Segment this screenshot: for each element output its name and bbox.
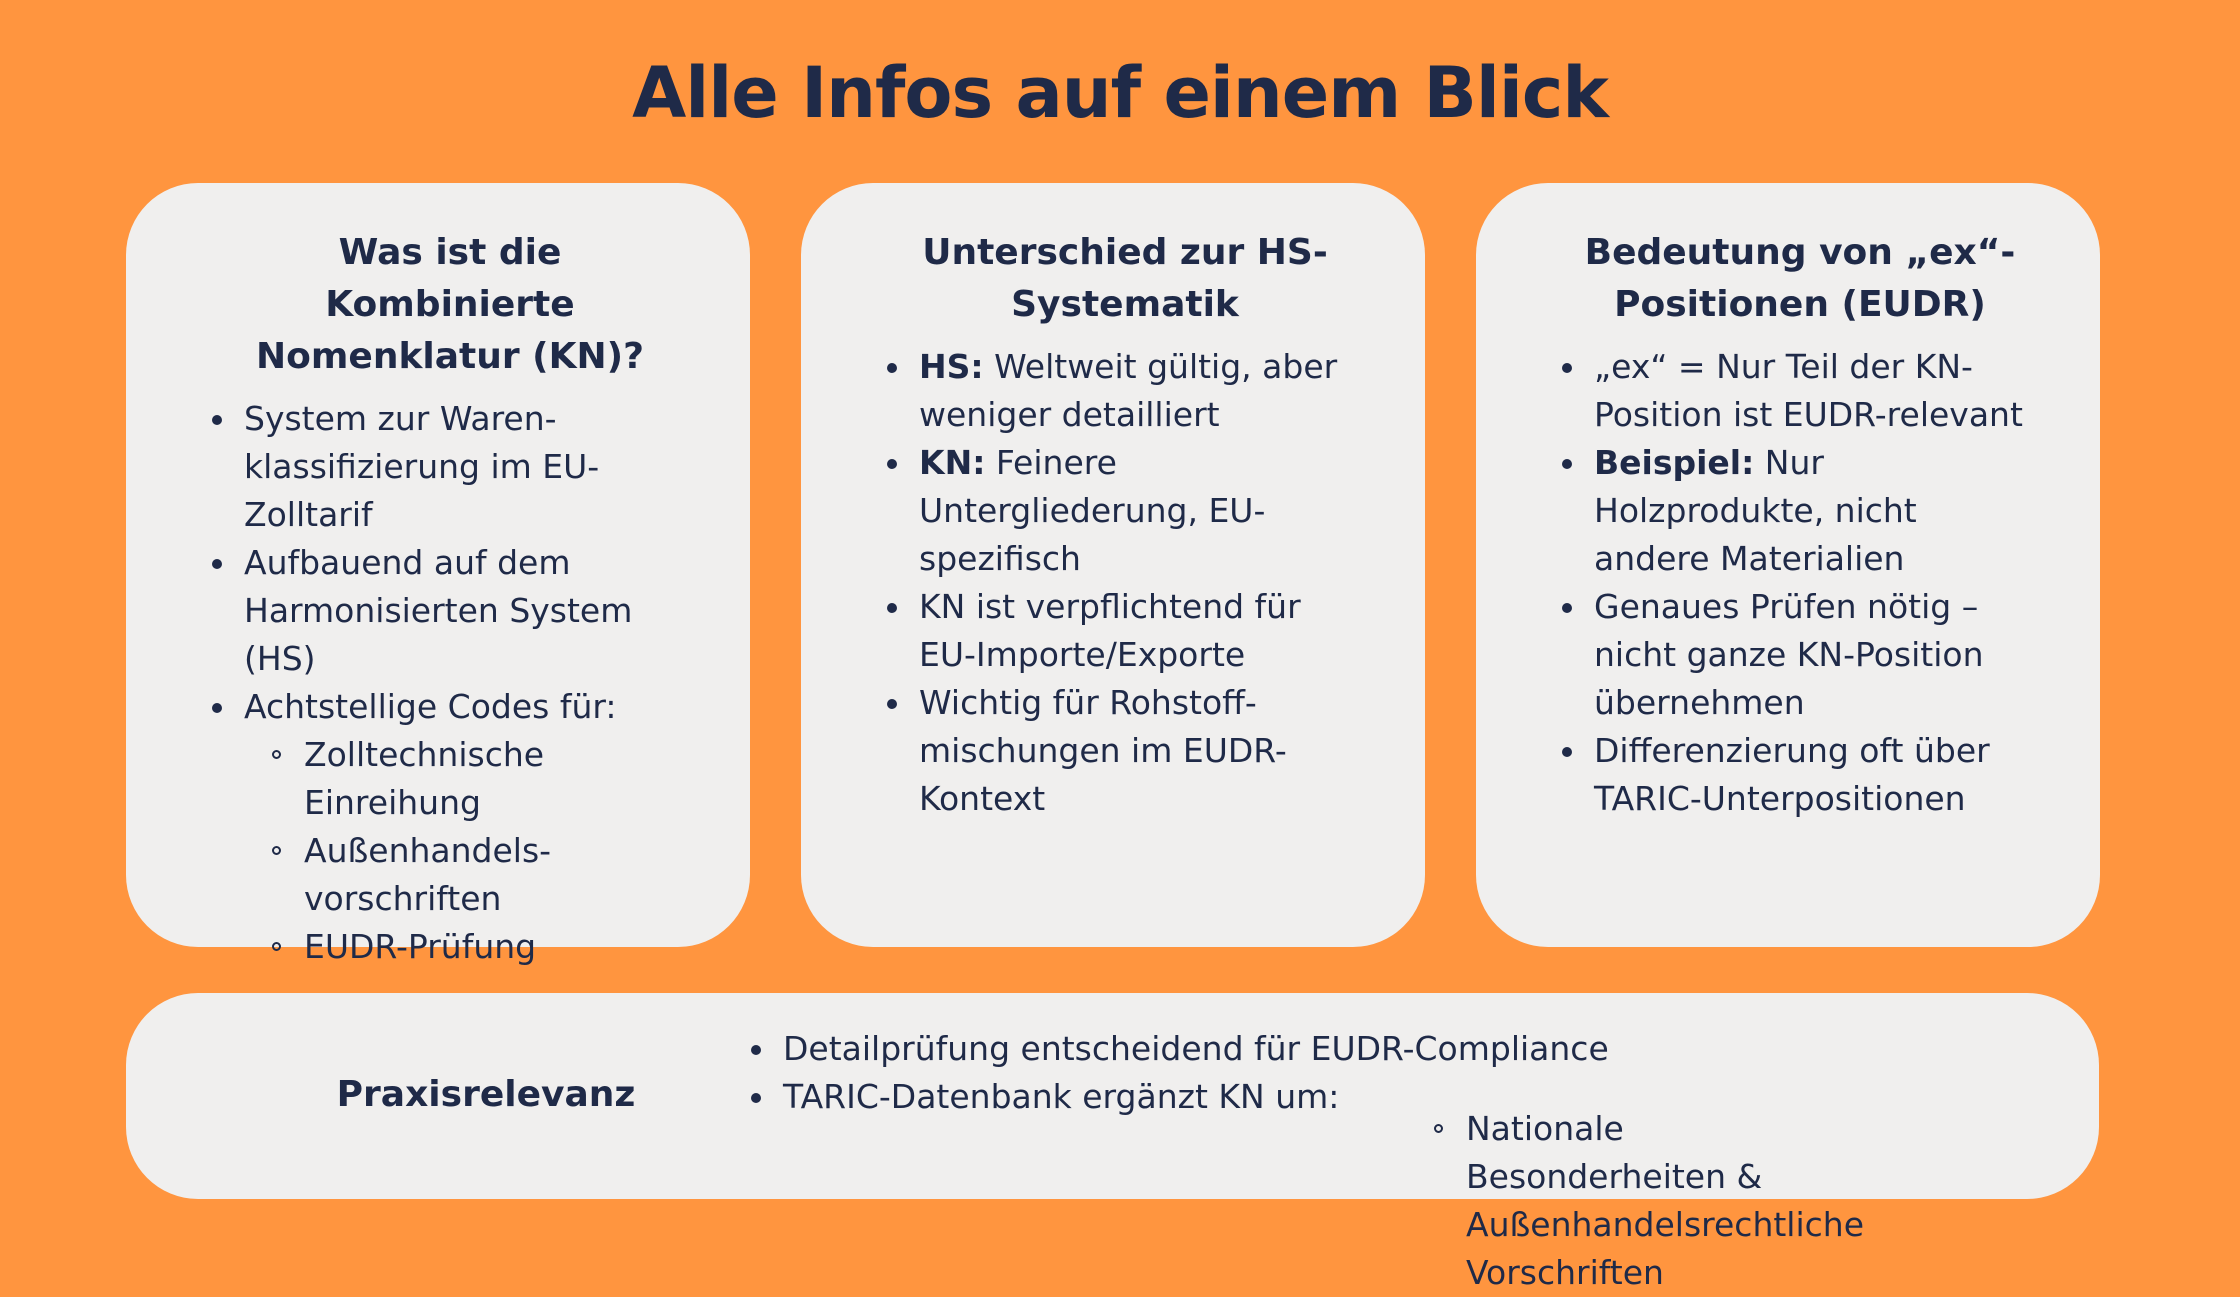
list-item: „ex“ = Nur Teil der KN-Position ist EUDR-relevant: [1594, 343, 2040, 439]
list-item-text: Achtstellige Codes für:: [244, 687, 617, 726]
item-label: KN:: [919, 443, 986, 482]
list-item: System zur Warenklassifizierung im EU-Zolltarif: [244, 395, 690, 539]
list-item: KN ist verpflichtend für EU-Importe/Exporte: [919, 583, 1365, 679]
item-label: Beispiel:: [1594, 443, 1755, 482]
card-heading: Was ist die Kombinierte Nomenklatur (KN)?: [256, 232, 644, 377]
sub-list-item: EUDR-Prüfung: [304, 923, 690, 971]
card-hs-difference: [801, 183, 1425, 947]
list-item: Aufbauend auf dem Harmonisierten System (HS): [244, 539, 690, 683]
sub-list-item: Zolltechnische Einreihung: [304, 731, 690, 827]
list-item-text: Feinere Untergliederung, EU-spezifisch: [919, 443, 1266, 578]
list-item: [919, 343, 1365, 439]
sub-list-item: Außenhandelsvorschriften: [304, 827, 690, 923]
sub-list-item: Nationale Besonderheiten & Außenhandelsrechtliche Vorschriften: [1466, 1105, 1864, 1297]
card-heading: Praxisrelevanz: [336, 1074, 636, 1115]
list-item: Detailprüfung entscheidend für EUDR-Compliance: [783, 1025, 1609, 1073]
list-item-text: Weltweit gültig, aber weniger detailliert: [919, 347, 1338, 434]
card-heading: Unterschied zur HS-Systematik: [922, 232, 1328, 325]
list-item: Differenzierung oft über TARIC-Unterpositionen: [1594, 727, 2040, 823]
list-item: Genaues Prüfen nötig – nicht ganze KN-Position übernehmen: [1594, 583, 2040, 727]
list-item: [244, 683, 690, 971]
card-ex-positions: [1476, 183, 2100, 947]
card-practice-relevance: [126, 993, 2099, 1292]
page-title: Alle Infos auf einem Blick: [632, 52, 1608, 134]
list-item: [783, 1073, 1864, 1292]
list-item: Wichtig für Rohstoffmischungen im EUDR-Kontext: [919, 679, 1365, 823]
list-item: [919, 439, 1365, 583]
list-item-text: TARIC-Datenbank ergänzt KN um:: [783, 1077, 1340, 1116]
card-heading: Bedeutung von „ex“-Positionen (EUDR): [1584, 232, 2016, 325]
list-item-text: Nur Holzprodukte, nicht andere Materialien: [1594, 443, 1917, 578]
item-label: HS:: [919, 347, 984, 386]
list-item: [1594, 439, 2040, 583]
card-kn-definition: [126, 183, 750, 966]
